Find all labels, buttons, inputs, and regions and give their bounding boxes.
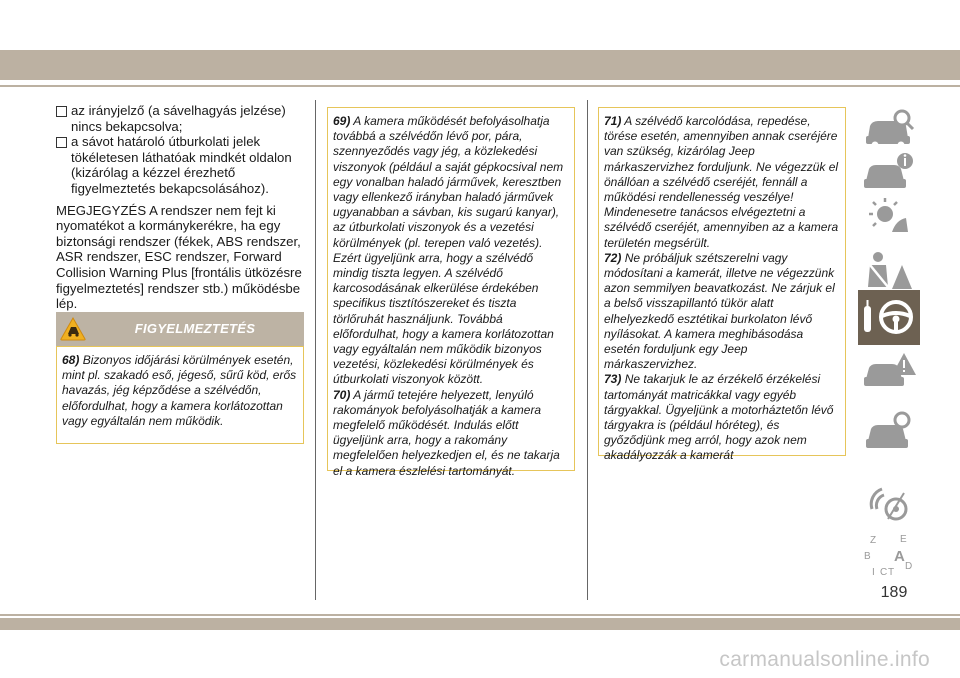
column-divider bbox=[315, 100, 316, 600]
check-item bbox=[56, 134, 304, 196]
top-header-band bbox=[0, 50, 960, 80]
chapter-tab-multimedia[interactable] bbox=[858, 475, 920, 530]
svg-text:B: B bbox=[864, 551, 871, 562]
note-number: 70) bbox=[333, 387, 351, 402]
svg-text:E: E bbox=[900, 534, 907, 545]
note-number: 69) bbox=[333, 114, 351, 128]
note-number: 71) bbox=[604, 114, 622, 128]
chapter-tab-index[interactable] bbox=[858, 530, 920, 585]
column-divider bbox=[587, 100, 588, 600]
check-item-text: az irányjelző (a sávelhagyás jelzése) nincs bekapcsolva; bbox=[71, 103, 286, 134]
checkbox-icon bbox=[56, 106, 67, 117]
warning-notes-71-73 bbox=[598, 107, 846, 463]
top-header-line bbox=[0, 85, 960, 87]
chapter-tab-dashboard-lights[interactable] bbox=[858, 190, 920, 245]
warning-header bbox=[56, 312, 304, 346]
chapter-tab-starting-driving[interactable] bbox=[858, 290, 920, 345]
maintenance-icon bbox=[858, 405, 920, 460]
key-steering-wheel-icon bbox=[858, 290, 920, 345]
car-warning-icon bbox=[858, 345, 920, 400]
svg-text:T: T bbox=[888, 567, 895, 578]
svg-text:C: C bbox=[880, 567, 888, 578]
check-item bbox=[56, 103, 304, 134]
svg-text:A: A bbox=[894, 548, 905, 565]
svg-text:I: I bbox=[872, 567, 875, 578]
warning-title: FIGYELMEZTETÉS bbox=[134, 321, 256, 336]
note-text: Ne takarjuk le az érzékelő érzékelési tartományát matricákkal vagy egyéb tárgyakkal. Ügyeljünk a motorháztetőn lévő tárgyakra is (például hóréteg), és győződjünk meg arról, hogy azok nem akadályozzák a kamerát bbox=[604, 372, 834, 463]
check-item-text: a sávot határoló útburkolati jelek tökéletesen láthatóak mindkét oldalon (kizárólag a kézzel érezhető figyelmeztetés bekapcsolásához). bbox=[71, 134, 292, 196]
watermark: carmanualsonline.info bbox=[719, 648, 930, 671]
note-paragraph: MEGJEGYZÉS A rendszer nem fejt ki nyomatékot a kormánykerékre, ha egy biztonsági rendszer (fékek, ABS rendszer, ASR rendszer, ESC rendszer, Forward Collision Warning Plus [frontális ütközésre figyelmeztetés] rendszer stb.) működésbe lép. bbox=[56, 202, 302, 312]
page-number: 189 bbox=[880, 584, 908, 601]
note-number: 73) bbox=[604, 372, 622, 387]
note-text: A kamera működését befolyásolhatja továbbá a szélvédőn lévő por, pára, szennyeződés vagy jég, a közlekedési viszonyok (például a saját gépkocsival nem egy vonalban haladó járművek, keresztben vagy ellenkező irányban haladó járművek ugyanabban a sávban, kis sugarú kanyar), az útburkolati viszonyok és a vezetési körülmények (pl. terepen való vezetés). Ezért ügyeljünk arra, hogy a szélvédő mindig tiszta legyen. A szélvédő karcosodásának elkerülése érdekében specifikus tisztítószereket és tiszta törlőruhát használjunk. Továbbá előfordulhat, hogy a kamera korlátozottan vagy egyáltalán nem működik bizonyos vezetési, közlekedési körülmények és útburkolati viszonyok között. bbox=[333, 114, 564, 387]
bottom-footer-line bbox=[0, 614, 960, 616]
note-text: Bizonyos időjárási körülmények esetén, mint pl. szakadó eső, jégeső, sűrű köd, erős havazás, jég képződése a szélvédőn, előfordulhat, hogy a kamera korlátozottan vagy egyáltalán nem működik. bbox=[62, 353, 297, 428]
note-number: 68) bbox=[62, 353, 80, 367]
multimedia-icon bbox=[858, 475, 920, 530]
checkbox-icon bbox=[56, 137, 67, 148]
note-text: A szélvédő karcolódása, repedése, törése esetén, amennyiben annak cseréjére van szükség, kizárólag Jeep márkaszervizhez forduljunk. Ne végezzük el önállóan a szélvédő cseréjét, fennáll a működési rendellenesség veszélye! Mindenesetre tanácsos elvégeztetni a szélvédő cseréjét, amennyiben az a kamera területén megsérült. bbox=[604, 114, 839, 250]
note-text: A jármű tetejére helyezett, lenyúló rakományok befolyásolhatják a kamera megfelelő működését. Indulás előtt ügyeljünk arra, hogy a rakomány megfelelően helyezkedjen el, és ne takarja el a kamera észlelési tartományát. bbox=[333, 387, 560, 478]
bottom-footer-band bbox=[0, 618, 960, 630]
dashboard-lights-icon bbox=[858, 190, 920, 245]
warning-note-68 bbox=[56, 346, 304, 444]
chapter-tab-emergency[interactable] bbox=[858, 345, 920, 400]
svg-text:Z: Z bbox=[870, 535, 877, 546]
note-number: 72) bbox=[604, 250, 622, 265]
svg-text:D: D bbox=[905, 561, 913, 572]
warning-triangle-icon bbox=[60, 317, 86, 341]
chapter-tab-maintenance[interactable] bbox=[858, 405, 920, 460]
alphabetical-index-icon bbox=[858, 530, 920, 585]
note-text: Ne próbáljuk szétszerelni vagy módosítani a kamerát, illetve ne végezzünk azon semmilyen beavatkozást. Ne zárjuk el a belső visszapillantó tükör alatt elhelyezkedő esztétikai burkolaton lévő nyílásokat. A kamera meghibásodása esetén forduljunk egy Jeep márkaszervizhez. bbox=[604, 250, 835, 372]
intro-column bbox=[56, 103, 304, 312]
warning-notes-69-70 bbox=[327, 107, 575, 478]
